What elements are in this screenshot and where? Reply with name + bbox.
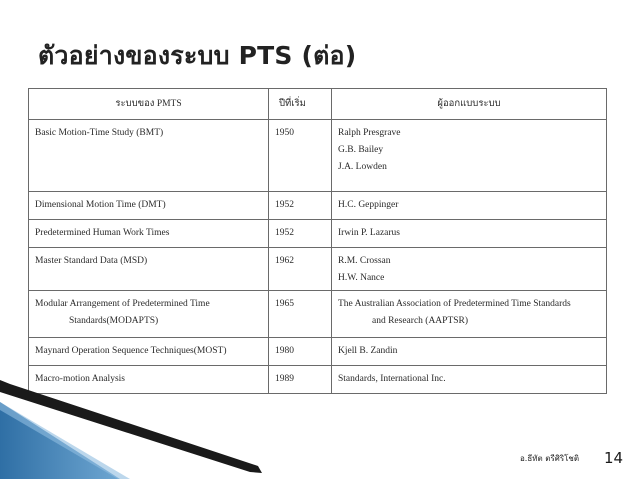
slide-title: ตัวอย่างของระบบ PTS (ต่อ) — [38, 41, 357, 70]
system-name-line: Macro-motion Analysis — [35, 374, 125, 384]
designer-cell — [332, 338, 607, 366]
designer-name-line: Irwin P. Lazarus — [338, 228, 400, 238]
page-number: 14 — [604, 449, 624, 467]
table-row — [29, 120, 607, 192]
system-name-line: Modular Arrangement of Predetermined Time — [35, 299, 210, 309]
header-system: ระบบของ PMTS — [29, 89, 269, 120]
designer-name-line: H.C. Geppinger — [338, 200, 399, 210]
designer-cell — [332, 220, 607, 248]
system-name-line: Master Standard Data (MSD) — [35, 256, 148, 266]
designer-name-line: Kjell B. Zandin — [338, 346, 398, 356]
system-cell — [29, 220, 269, 248]
designer-name-line: The Australian Association of Predetermined Time Standards — [338, 299, 571, 309]
designer-name-line: and Research (AAPTSR) — [372, 316, 469, 326]
table-header-row — [29, 89, 607, 120]
table-row — [29, 192, 607, 220]
system-name-line: Standards(MODAPTS) — [69, 316, 159, 326]
designer-cell — [332, 291, 607, 338]
system-name-line: Basic Motion-Time Study (BMT) — [35, 128, 164, 138]
year-cell: 1965 — [269, 291, 332, 338]
pts-systems-table — [28, 88, 607, 394]
table-row — [29, 338, 607, 366]
system-name-line: Dimensional Motion Time (DMT) — [35, 200, 166, 210]
system-cell — [29, 248, 269, 291]
designer-name-line: G.B. Bailey — [338, 145, 384, 155]
year-cell: 1980 — [269, 338, 332, 366]
system-cell — [29, 291, 269, 338]
system-cell — [29, 120, 269, 192]
designer-name-line: Standards, International Inc. — [338, 374, 446, 384]
table-row — [29, 220, 607, 248]
year-cell: 1950 — [269, 120, 332, 192]
table-row — [29, 291, 607, 338]
system-cell — [29, 192, 269, 220]
year-cell: 1952 — [269, 220, 332, 248]
designer-name-line: H.W. Nance — [338, 273, 385, 283]
author-credit: อ.ธีทัต ตรีศิริโชติ — [520, 454, 580, 463]
system-name-line: Maynard Operation Sequence Techniques(MOST) — [35, 346, 227, 356]
system-cell — [29, 338, 269, 366]
year-cell: 1962 — [269, 248, 332, 291]
decorative-swoosh — [0, 380, 270, 479]
year-cell: 1952 — [269, 192, 332, 220]
system-name-line: Predetermined Human Work Times — [35, 228, 170, 238]
header-designer: ผู้ออกแบบระบบ — [332, 89, 607, 120]
designer-cell — [332, 248, 607, 291]
header-year: ปีที่เริ่ม — [269, 89, 332, 120]
designer-cell — [332, 192, 607, 220]
table-row — [29, 248, 607, 291]
designer-cell — [332, 120, 607, 192]
designer-name-line: R.M. Crossan — [338, 256, 391, 266]
designer-cell — [332, 366, 607, 394]
designer-name-line: Ralph Presgrave — [338, 128, 401, 138]
table-body — [29, 120, 607, 394]
designer-name-line: J.A. Lowden — [338, 162, 387, 172]
year-cell: 1989 — [269, 366, 332, 394]
